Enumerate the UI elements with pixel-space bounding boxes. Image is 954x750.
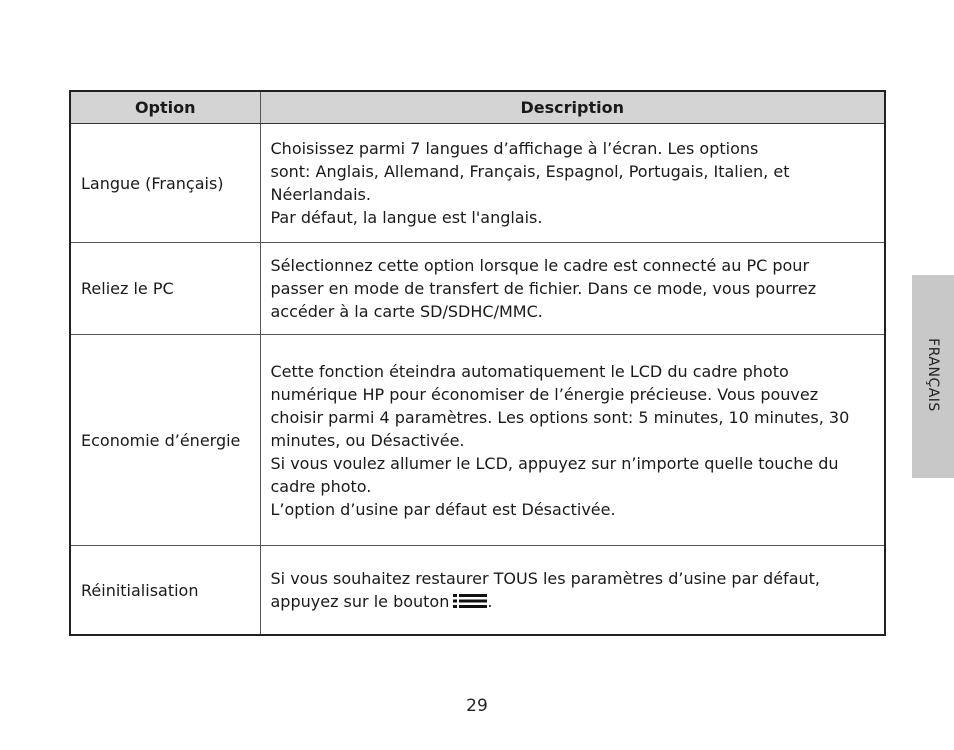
option-cell: Réinitialisation	[70, 546, 260, 636]
table-row	[70, 243, 885, 335]
page-number: 29	[466, 696, 488, 716]
description-cell	[260, 335, 885, 546]
description-line: Cette fonction éteindra automatiquement le LCD du cadre photo	[270, 361, 789, 381]
options-table	[69, 90, 886, 636]
table-row	[70, 335, 885, 546]
menu-icon	[453, 593, 487, 609]
description-line: minutes, ou Désactivée.	[270, 430, 465, 450]
description-line: sont: Anglais, Allemand, Français, Espagnol, Portugais, Italien, et	[270, 162, 790, 181]
description-line: Néerlandais.	[270, 185, 371, 204]
description-line: cadre photo.	[270, 476, 372, 496]
description-text: appuyez sur le bouton	[270, 592, 450, 611]
description-line: Sélectionnez cette option lorsque le cadre est connecté au PC pour	[270, 256, 810, 275]
language-side-tab	[912, 275, 954, 478]
description-line: numérique HP pour économiser de l’énergie précieuse. Vous pouvez	[270, 384, 819, 404]
description-line: accéder à la carte SD/SDHC/MMC.	[270, 302, 543, 321]
header-description: Description	[260, 91, 885, 124]
option-cell: Langue (Français)	[70, 124, 260, 243]
description-line: L’option d’usine par défaut est Désactivée.	[270, 499, 616, 519]
table-header-row	[70, 91, 885, 124]
option-cell: Economie d’énergie	[70, 335, 260, 546]
trailing-period: .	[487, 592, 493, 611]
description-line: Si vous voulez allumer le LCD, appuyez sur n’importe quelle touche du	[270, 453, 839, 473]
description-line	[271, 590, 875, 613]
description-line: passer en mode de transfert de fichier. Dans ce mode, vous pourrez	[270, 279, 817, 298]
description-cell	[260, 243, 885, 335]
description-line: Choisissez parmi 7 langues d’affichage à l’écran. Les options	[270, 139, 759, 158]
description-cell	[260, 546, 885, 636]
description-line: choisir parmi 4 paramètres. Les options sont: 5 minutes, 10 minutes, 30	[270, 407, 850, 427]
side-tab-label: FRANÇAIS	[925, 338, 941, 412]
description-line: Par défaut, la langue est l'anglais.	[270, 208, 543, 227]
description-cell	[260, 124, 885, 243]
option-cell: Reliez le PC	[70, 243, 260, 335]
table-row	[70, 546, 885, 636]
header-option: Option	[70, 91, 260, 124]
description-line: Si vous souhaitez restaurer TOUS les paramètres d’usine par défaut,	[270, 569, 820, 588]
table-row	[70, 124, 885, 243]
